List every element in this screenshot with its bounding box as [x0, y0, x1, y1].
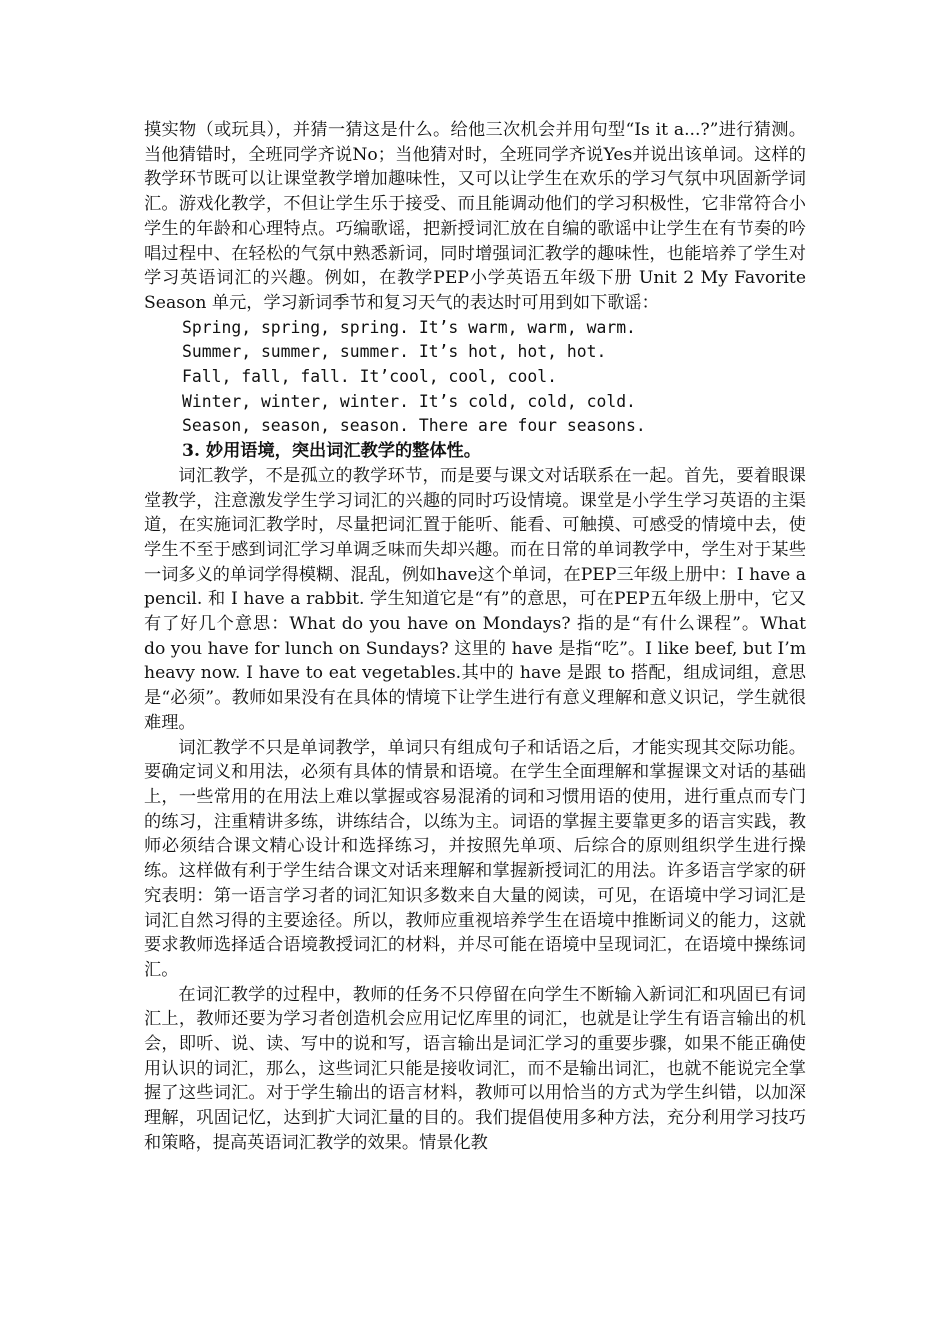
song-line: Summer, summer, summer. It’s hot, hot, hot. [182, 342, 607, 362]
document-page [144, 118, 806, 1156]
body-paragraph: 词汇教学，不是孤立的教学环节，而是要与课文对话联系在一起。首先，要着眼课堂教学，注意激发学生学习词汇的兴趣的同时巧设情境。课堂是小学生学习英语的主渠道，在实施词汇教学时，尽量把词汇置于能听、能看、可触摸、可感受的情境中去，使学生不至于感到词汇学习单调乏味而失却兴趣。而在日常的单词教学中，学生对于某些一词多义的单词学得模糊、混乱，例如have这个单词，在PEP三年级上册中：I have a pencil. 和 I have a rabbit. 学生知道它是“有”的意思，可在PEP五年级上册中，它又有了好几个意思：What do you have on Mondays? 指的是“有什么课程”。What do you have for lunch on Sundays? 这里的 have 是指“吃”。I like beef, but I’m heavy now. I have to eat vegetables.其中的 have 是跟 to 搭配，组成词组，意思是“必须”。教师如果没有在具体的情境下让学生进行有意义理解和意义识记，学生就很难理。 [144, 465, 806, 733]
body-paragraph: 词汇教学不只是单词教学，单词只有组成句子和话语之后，才能实现其交际功能。要确定词义和用法，必须有具体的情景和语境。在学生全面理解和掌握课文对话的基础上，一些常用的在用法上难以掌握或容易混淆的词和习惯用语的使用，进行重点而专门的练习，注重精讲多练，讲练结合，以练为主。词语的掌握主要靠更多的语言实践，教师必须结合课文精心设计和选择练习，并按照先单项、后综合的原则组织学生进行操练。这样做有利于学生结合课文对话来理解和掌握新授词汇的用法。许多语言学家的研究表明：第一语言学习者的词汇知识多数来自大量的阅读，可见，在语境中学习词汇是词汇自然习得的主要途径。所以，教师应重视培养学生在语境中推断词义的能力，这就要求教师选择适合语境教授词汇的材料，并尽可能在语境中呈现词汇，在语境中操练词汇。 [144, 737, 806, 980]
body-paragraph: 在词汇教学的过程中，教师的任务不只停留在向学生不断输入新词汇和巩固已有词汇上，教师还要为学习者创造机会应用记忆库里的词汇，也就是让学生有语言输出的机会，即听、说、读、写中的说和写，语言输出是词汇学习的重要步骤，如果不能正确使用认识的词汇，那么，这些词汇只能是接收词汇，而不是输出词汇，也就不能说完全掌握了这些词汇。对于学生输出的语言材料，教师可以用恰当的方式为学生纠错，以加深理解，巩固记忆，达到扩大词汇量的目的。我们提倡使用多种方法，充分利用学习技巧和策略，提高英语词汇教学的效果。情景化教 [144, 984, 806, 1153]
section-heading: 3. 妙用语境，突出词汇教学的整体性。 [182, 441, 481, 462]
season-song [144, 316, 806, 440]
song-line: Season, season, season. There are four seasons. [182, 416, 646, 436]
song-line: Fall, fall, fall. It’cool, cool, cool. [182, 367, 557, 387]
song-line: Spring, spring, spring. It’s warm, warm, warm. [182, 317, 636, 337]
song-line: Winter, winter, winter. It’s cold, cold, cold. [182, 391, 636, 411]
intro-paragraph: 摸实物（或玩具），并猜一猜这是什么。给他三次机会并用句型“Is it a...?”进行猜测。当他猜错时，全班同学齐说No；当他猜对时，全班同学齐说Yes并说出该单词。这样的教学环节既可以让课堂教学增加趣味性，又可以让学生在欢乐的学习气氛中巩固新学词汇。游戏化教学，不但让学生乐于接受、而且能调动他们的学习积极性，它非常符合小学生的年龄和心理特点。巧编歌谣，把新授词汇放在自编的歌谣中让学生在有节奏的吟唱过程中、在轻松的气氛中熟悉新词，同时增强词汇教学的趣味性，也能培养了学生对学习英语词汇的兴趣。例如，在教学PEP小学英语五年级下册 Unit 2 My Favorite Season 单元，学习新词季节和复习天气的表达时可用到如下歌谣： [144, 120, 806, 313]
